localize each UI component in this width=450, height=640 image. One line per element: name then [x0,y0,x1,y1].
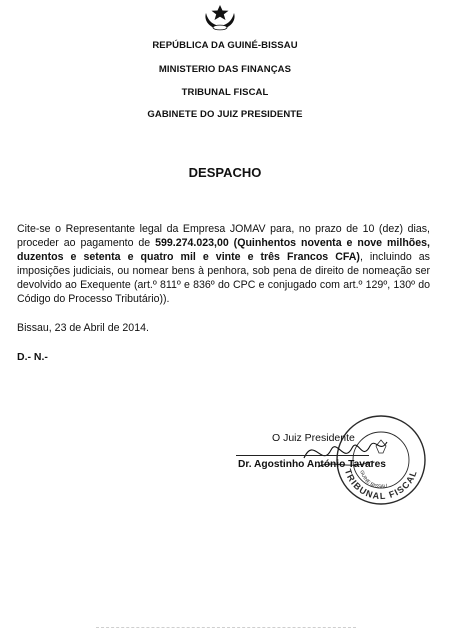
footer-divider [96,627,356,628]
handwritten-signature-icon [300,428,390,478]
signature-line [236,455,369,456]
body-text-part1: Cite-se o Representante legal da Empresa JOMAV para, no prazo de 10 (dez) dias, proceder ao pagamento de [17,223,430,249]
body-text-part2: , incluindo as imposições judiciais, ou nomear bens à penhora, sob pena de direito de nomeação ser devolvido ao Exequente (art.º 811º e 836º do CPC e conjugado com art.º 129º, 130º do Código do Processo Tributário)). [17,251,430,305]
document-title: DESPACHO [188,165,262,180]
date-line: Bissau, 23 de Abril de 2014. [17,322,149,334]
header-ministry: MINISTERIO DAS FINANÇAS [158,64,292,75]
payment-amount: 599.274.023,00 (Quinhentos noventa e nove milhões, duzentos e setenta e quatro mil e vinte e três Francos CFA) [17,237,430,263]
stamp-outer-text: TRIBUNAL FISCAL [342,467,419,502]
stamp-inner-text: GUINE BISSAU [358,469,389,491]
dispatch-body [17,222,430,306]
header-court: TRIBUNAL FISCAL [181,87,269,98]
national-emblem-icon [201,3,239,33]
header-republic: REPÚBLICA DA GUINÉ-BISSAU [152,40,298,51]
dn-mark: D.- N.- [17,351,48,363]
signatory-name: Dr. Agostinho António Tavares [238,459,386,470]
header-office: GABINETE DO JUIZ PRESIDENTE [147,109,303,120]
signatory-role: O Juiz Presidente [272,432,355,444]
